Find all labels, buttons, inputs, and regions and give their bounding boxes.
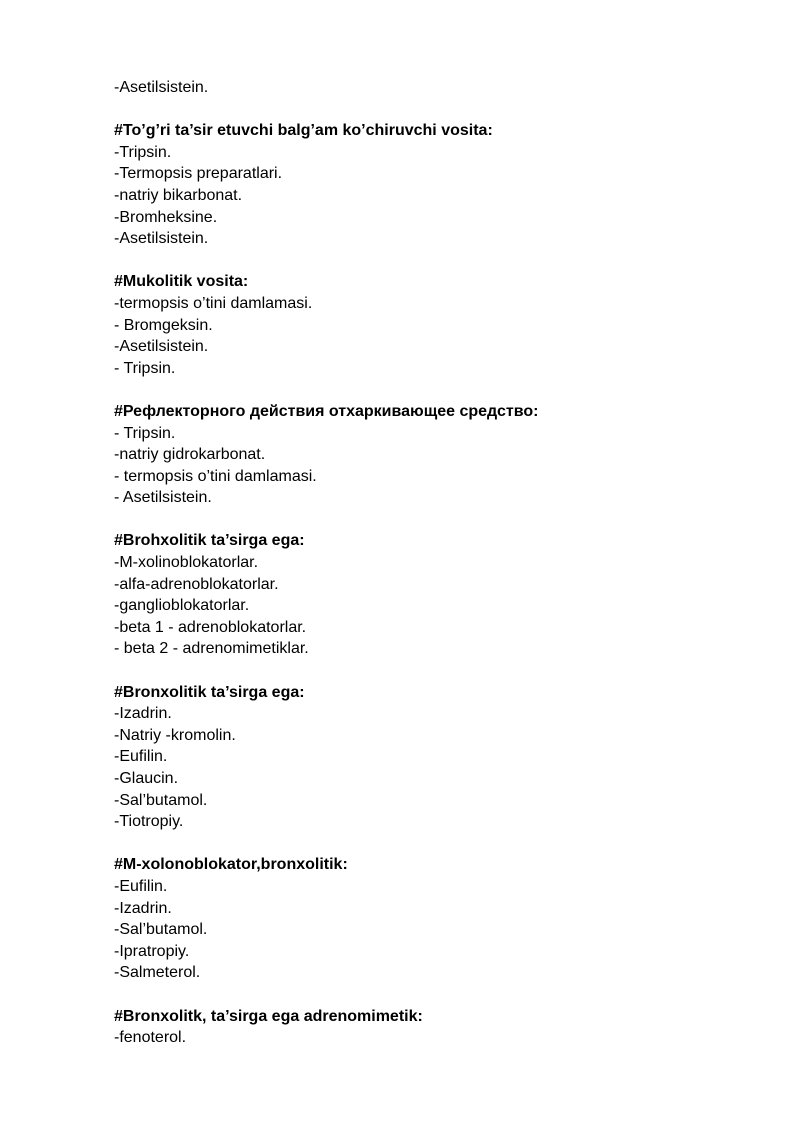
question-title: #M-xolonoblokator,bronxolitik:: [114, 856, 348, 874]
leading-option: -Asetilsistein.: [114, 79, 209, 96]
answer-option: -natriy bikarbonat.: [114, 186, 243, 204]
answer-option: -Asetilsistein.: [114, 230, 209, 248]
question-block: [114, 530, 754, 660]
answer-option: -Sal’butamol.: [114, 791, 208, 809]
answer-option: -Sal’butamol.: [114, 921, 208, 939]
answer-option: -beta 1 - adrenoblokatorlar.: [114, 618, 307, 636]
answer-option: -alfa-adrenoblokatorlar.: [114, 575, 279, 593]
question-title: #Brohxolitik ta’sirga ega:: [114, 532, 305, 550]
answer-option: -Izadrin.: [114, 899, 172, 917]
answer-option: - termopsis o’tini damlamasi.: [114, 467, 317, 485]
answer-option: - Bromgeksin.: [114, 316, 213, 334]
answer-option: -Asetilsistein.: [114, 338, 209, 356]
question-title: #Bronxolitk, ta’sirga ega adrenomimetik:: [114, 1007, 423, 1025]
answer-option: - beta 2 - adrenomimetiklar.: [114, 640, 309, 658]
answer-option: - Asetilsistein.: [114, 489, 212, 507]
answer-option: -Izadrin.: [114, 705, 172, 723]
question-block: [114, 1006, 754, 1049]
answer-option: - Tripsin.: [114, 359, 176, 377]
question-title: #Mukolitik vosita:: [114, 273, 249, 291]
question-title: #To’g’ri ta’sir etuvchi balg’am ko’chiruvchi vosita:: [114, 122, 493, 140]
answer-option: -Termopsis preparatlari.: [114, 165, 283, 183]
answer-option: -ganglioblokatorlar.: [114, 597, 250, 615]
question-block: [114, 120, 754, 250]
answer-option: -Tripsin.: [114, 143, 172, 161]
answer-option: -Glaucin.: [114, 770, 179, 787]
answer-option: - Tripsin.: [114, 424, 176, 442]
answer-option: -termopsis o’tini damlamasi.: [114, 294, 313, 312]
answer-option: -fenoterol.: [114, 1029, 187, 1047]
answer-option: -Bromheksine.: [114, 208, 218, 226]
answer-option: -Eufilin.: [114, 877, 168, 895]
question-block: [114, 271, 754, 379]
answer-option: -Natriy -kromolin.: [114, 726, 236, 744]
answer-option: -Tiotropiy.: [114, 813, 184, 831]
question-title: #Bronxolitik ta’sirga ega:: [114, 683, 305, 701]
answer-option: -natriy gidrokarbonat.: [114, 446, 266, 464]
answer-option: -Salmeterol.: [114, 964, 201, 982]
question-block: [114, 401, 754, 509]
question-title: #Рефлекторного действия отхаркивающее средство:: [114, 402, 539, 420]
answer-option: -M-xolinoblokatorlar.: [114, 554, 259, 572]
answer-option: -Ipratropiy.: [114, 942, 190, 960]
question-block: [114, 682, 754, 833]
document-page: [114, 77, 754, 1049]
answer-option: -Eufilin.: [114, 748, 168, 766]
question-block: [114, 854, 754, 984]
